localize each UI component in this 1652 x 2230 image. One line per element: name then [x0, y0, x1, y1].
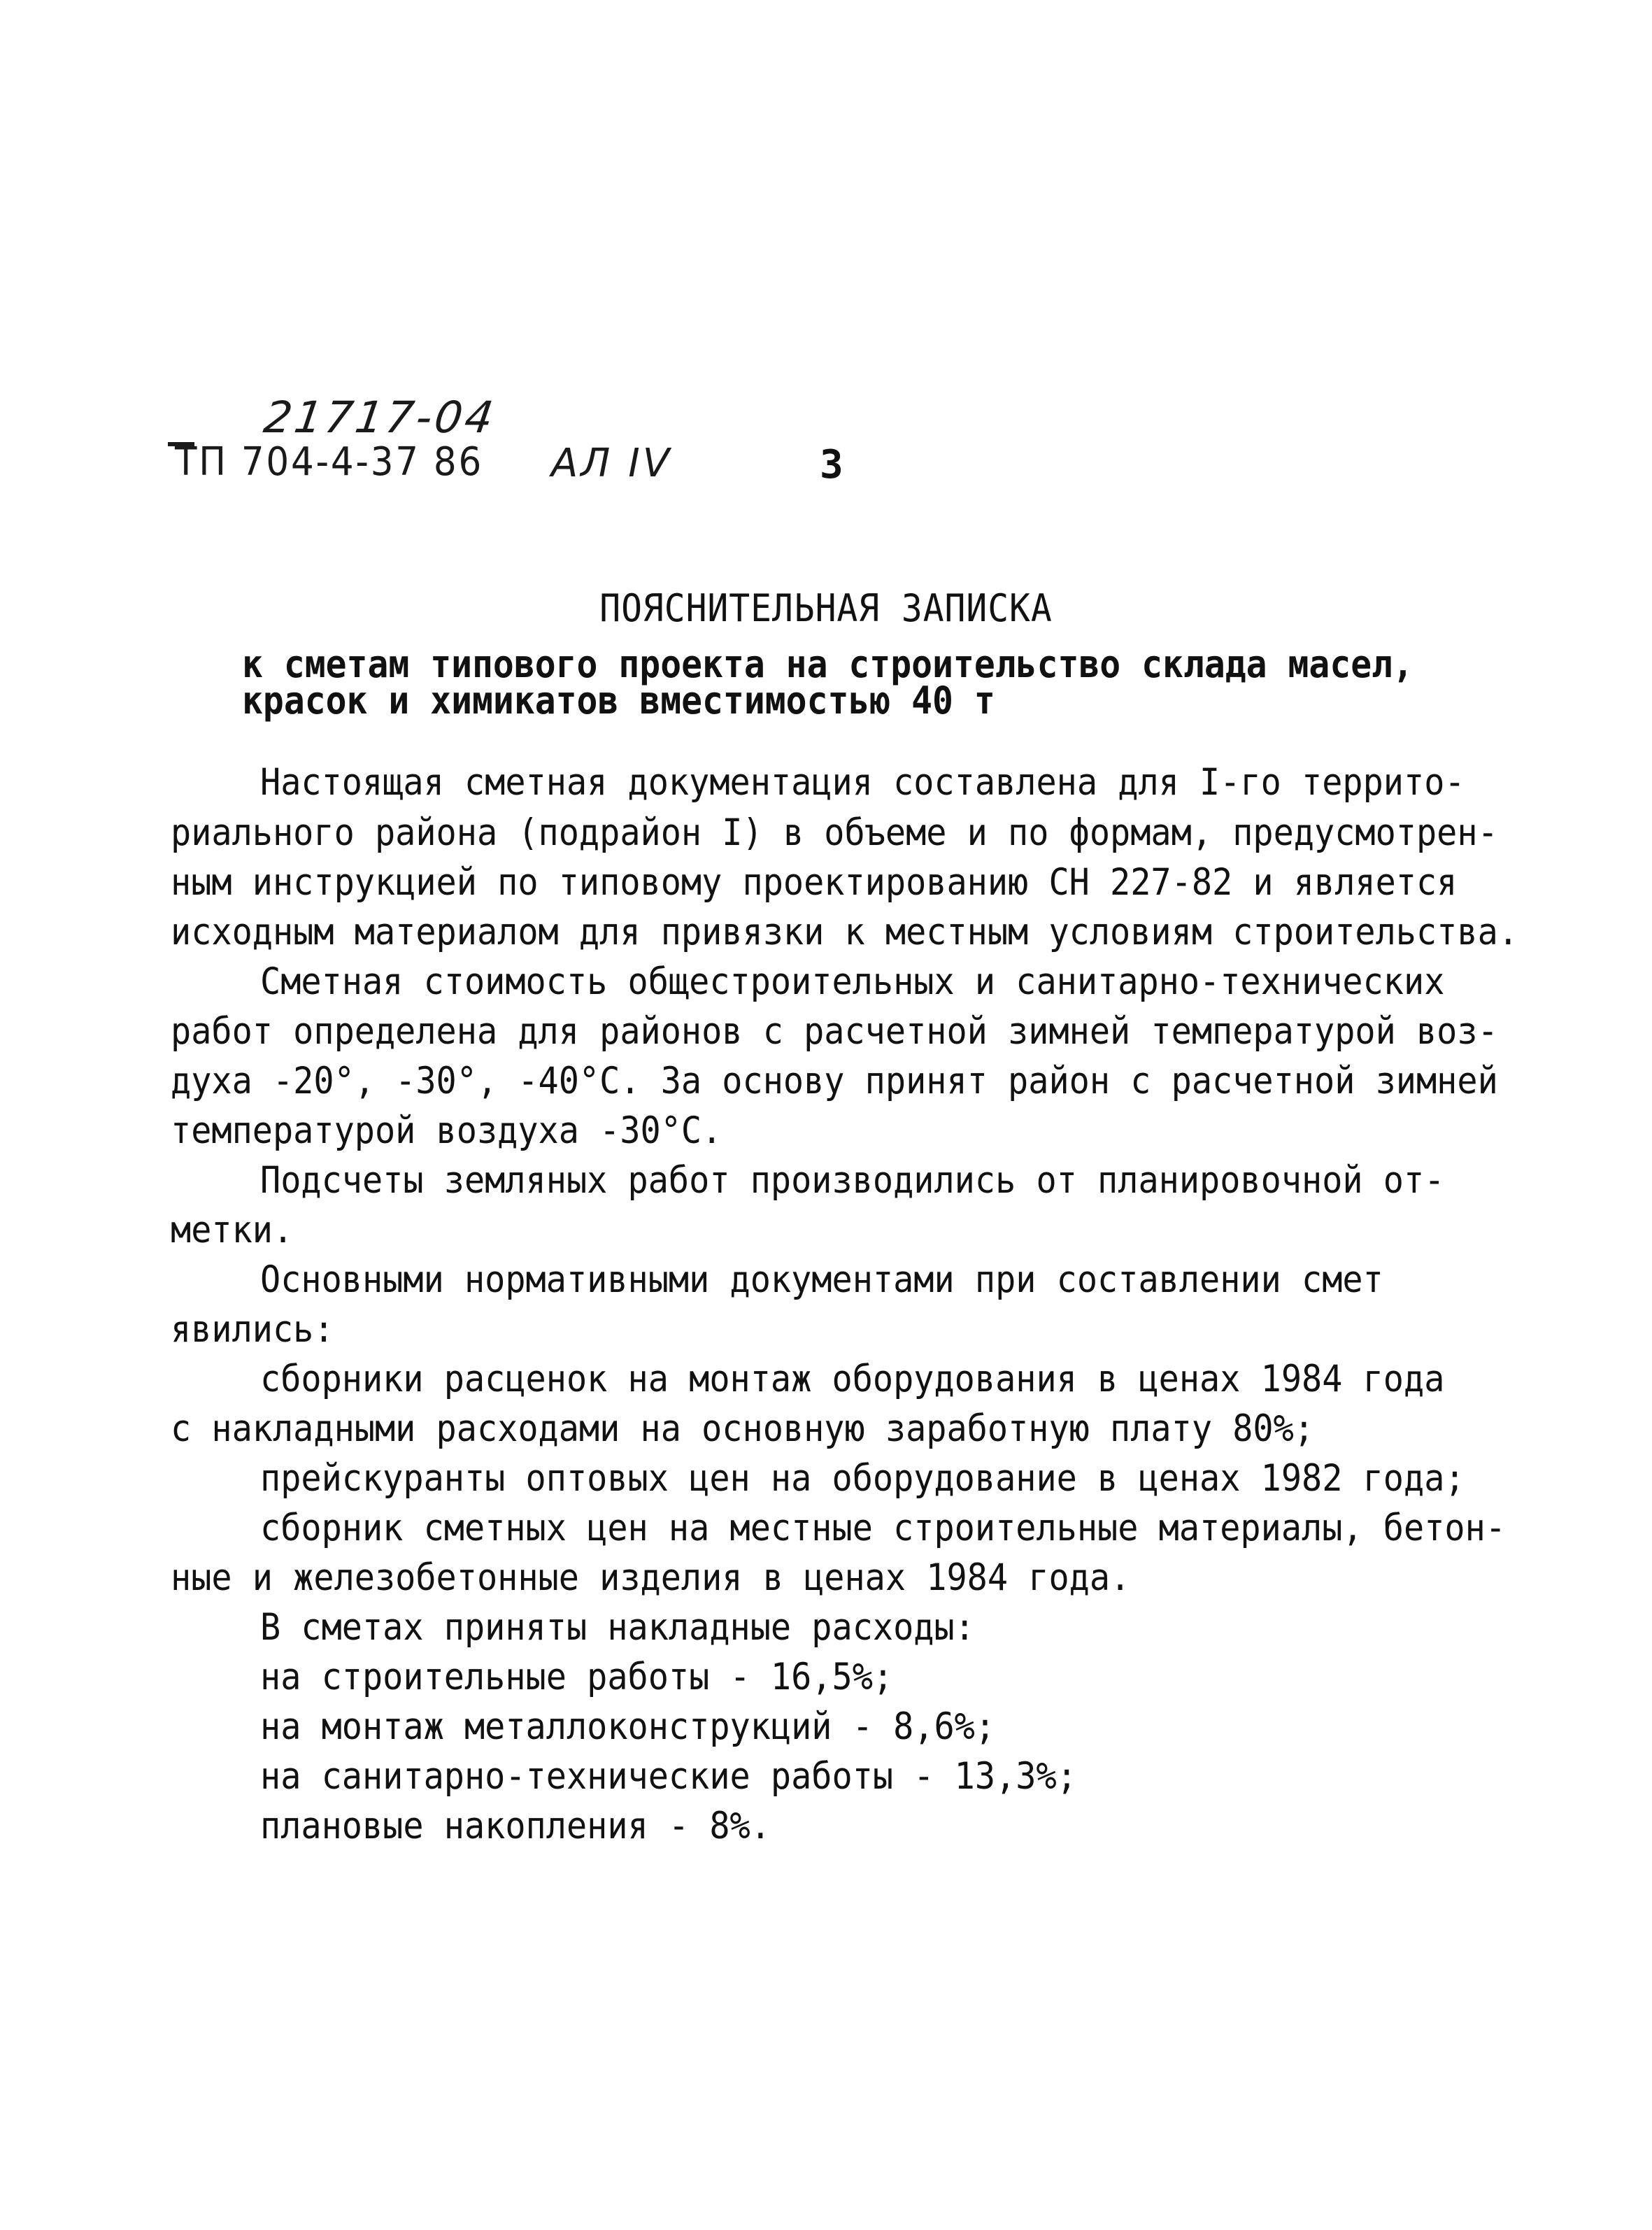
body-line: метки. — [171, 1209, 294, 1251]
page-number: 3 — [820, 442, 843, 488]
sheet-label: АЛ IV — [551, 441, 673, 486]
body-line: сборники расценок на монтаж оборудования в ценах 1984 года — [260, 1358, 1445, 1400]
body-line: на монтаж металлоконструкций - 8,6%; — [260, 1705, 996, 1748]
body-line: явились: — [171, 1308, 334, 1351]
body-line: ные и железобетонные изделия в ценах 1984 года. — [171, 1556, 1131, 1599]
body-line: Подсчеты земляных работ производились от планировочной от- — [260, 1159, 1445, 1202]
document-code: ТП 704-4-37 86 — [175, 439, 484, 485]
body-line: на санитарно-технические работы - 13,3%; — [260, 1755, 1077, 1798]
body-line: сборник сметных цен на местные строительные материалы, бетон- — [260, 1507, 1506, 1549]
subtitle-line: к сметам типового проекта на строительство склада масел, — [242, 642, 1414, 686]
body-line: работ определена для районов с расчетной зимней температурой воз- — [171, 1010, 1498, 1053]
document-title: ПОЯСНИТЕЛЬНАЯ ЗАПИСКА — [599, 586, 1053, 630]
body-line: плановые накопления - 8%. — [260, 1805, 771, 1847]
body-line: духа -20°, -30°, -40°С. За основу принят район с расчетной зимней — [171, 1060, 1498, 1102]
handwritten-inventory-code: 21717-04 — [260, 392, 499, 443]
subtitle-line: красок и химикатов вместимостью 40 т — [242, 679, 995, 723]
body-line: на строительные работы - 16,5%; — [260, 1656, 894, 1698]
body-line: с накладными расходами на основную заработную плату 80%; — [171, 1407, 1315, 1450]
body-line: температурой воздуха -30°С. — [171, 1109, 722, 1152]
body-line: В сметах приняты накладные расходы: — [260, 1606, 975, 1649]
body-line: Сметная стоимость общестроительных и санитарно-технических — [260, 960, 1445, 1003]
body-line: ным инструкцией по типовому проектированию СН 227-82 и является — [171, 861, 1458, 904]
body-line: прейскуранты оптовых цен на оборудование в ценах 1982 года; — [260, 1457, 1465, 1500]
body-line: Настоящая сметная документация составлена для I-го террито- — [260, 761, 1465, 804]
body-line: риального района (подрайон I) в объеме и по формам, предусмотрен- — [171, 811, 1498, 854]
body-line: исходным материалом для привязки к местным условиям строительства. — [171, 911, 1518, 953]
body-line: Основными нормативными документами при составлении смет — [260, 1258, 1383, 1301]
